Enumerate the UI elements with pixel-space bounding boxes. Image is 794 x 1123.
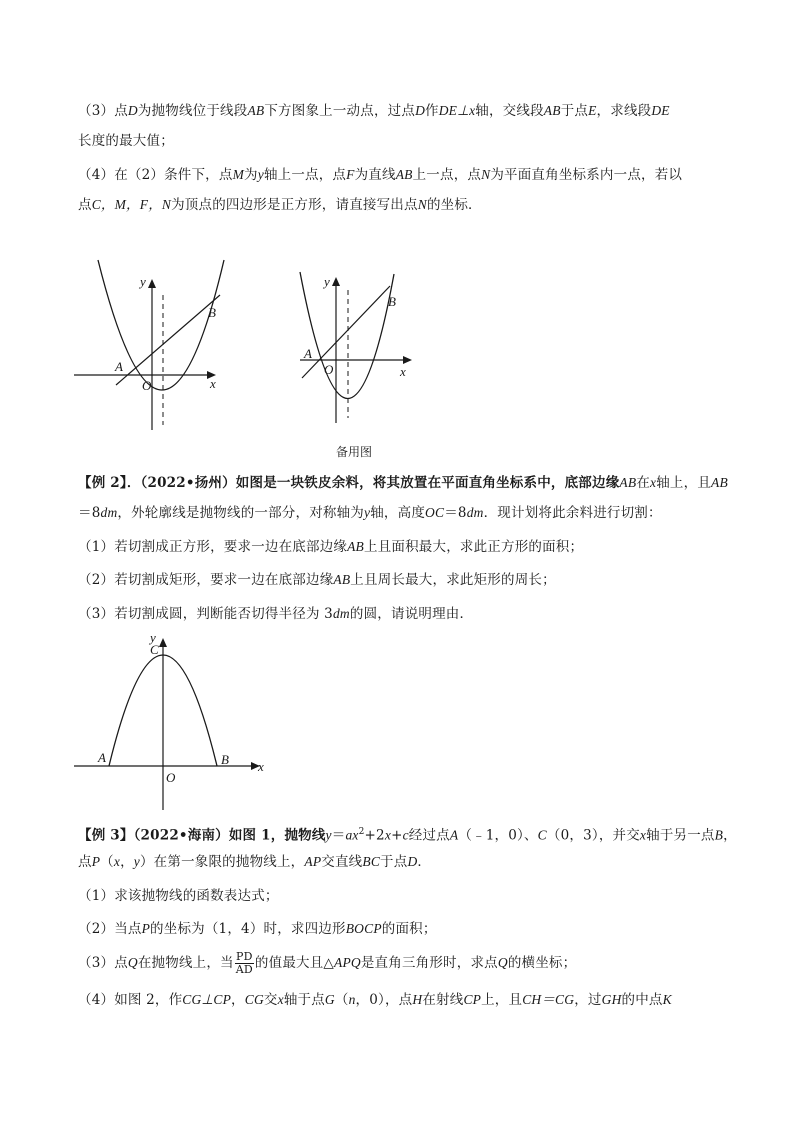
fig1-label-o: O	[142, 378, 152, 393]
fig1-label-y: y	[140, 274, 146, 289]
fig2-label-y: y	[324, 274, 330, 289]
fig3-label-c: C	[150, 642, 159, 657]
fig2-line-ab	[302, 286, 390, 378]
fig3-label-o: O	[166, 770, 176, 785]
fig2-label-a: A	[304, 346, 312, 361]
q4-line-1: （4）在（2）条件下，点M为y轴上一点，点F为直线AB上一点，点N为平面直角坐标系内一点，若以	[78, 167, 683, 183]
ex3-line-2: 点P（x，y）在第一象限的抛物线上，AP交直线BC于点D．	[78, 854, 432, 870]
fig3-y-arrow	[159, 638, 167, 647]
figure-3-iron-sheet	[70, 628, 280, 818]
fig2-label-x: x	[400, 364, 406, 379]
fig2-label-o: O	[324, 362, 334, 377]
ex2-line-1: 【例 2】．（2022•扬州）如图是一块铁皮余料，将其放置在平面直角坐标系中，底部边缘AB在x轴上，且AB	[78, 475, 728, 491]
fraction-pd-ad: $\frac{PD}{AD}$	[235, 950, 253, 976]
fig3-label-b: B	[221, 752, 229, 767]
ex2-line-2: ＝8dm，外轮廓线是抛物线的一部分，对称轴为y轴，高度OC＝8dm．现计划将此余料进行切割：	[78, 505, 662, 521]
ex3-line-1: 【例 3】（2022•海南）如图 1，抛物线$y=ax^2+2x+c$经过点A（﹣1，0）、C（0，3），并交x轴于另一点B，	[78, 827, 737, 844]
ex3-part-3: （3）点Q在抛物线上，当 $\frac{PD}{AD}$ 的值最大且△APQ是直角三角形时，求点Q的横坐标；	[78, 950, 577, 976]
fig1-label-a: A	[115, 359, 123, 374]
fig2-y-arrow	[332, 277, 340, 286]
ex2-part-1: （1）若切割成正方形，要求一边在底部边缘AB上且面积最大，求此正方形的面积；	[78, 539, 584, 555]
q3-line-1: （3）点D为抛物线位于线段AB下方图象上一动点，过点D作DE⊥x轴，交线段AB于点E，求线段DE	[78, 103, 670, 119]
figure-2-backup	[296, 268, 426, 428]
ex3-part-2: （2）当点P的坐标为（1，4）时，求四边形BOCP的面积；	[78, 921, 437, 937]
ex3-part-1: （1）求该抛物线的函数表达式；	[78, 888, 279, 904]
fig1-y-arrow	[148, 279, 156, 288]
fig1-label-b: B	[208, 305, 216, 320]
q4-line-2: 点C，M，F，N为顶点的四边形是正方形，请直接写出点N的坐标．	[78, 197, 482, 213]
ex2-part-2: （2）若切割成矩形，要求一边在底部边缘AB上且周长最大，求此矩形的周长；	[78, 572, 556, 588]
fig3-label-y: y	[150, 630, 156, 645]
ex3-part-4: （4）如图 2，作CG⊥CP，CG交x轴于点G（n，0），点H在射线CP上，且CH＝CG，过GH的中点K	[78, 992, 672, 1008]
fig1-line-ab	[116, 295, 220, 385]
fig2-label-b: B	[388, 294, 396, 309]
fig1-label-x: x	[210, 376, 216, 391]
fig2-parabola-curve	[300, 272, 394, 399]
fig3-label-a: A	[98, 750, 106, 765]
fig3-label-x: x	[258, 759, 264, 774]
figure-1-parabola	[70, 255, 230, 435]
q3-line-2: 长度的最大值；	[78, 133, 174, 149]
figure-2-caption: 备用图	[336, 445, 373, 459]
fig2-x-arrow	[403, 356, 412, 364]
ex2-part-3: （3）若切割成圆，判断能否切得半径为 3dm的圆，请说明理由．	[78, 606, 474, 622]
